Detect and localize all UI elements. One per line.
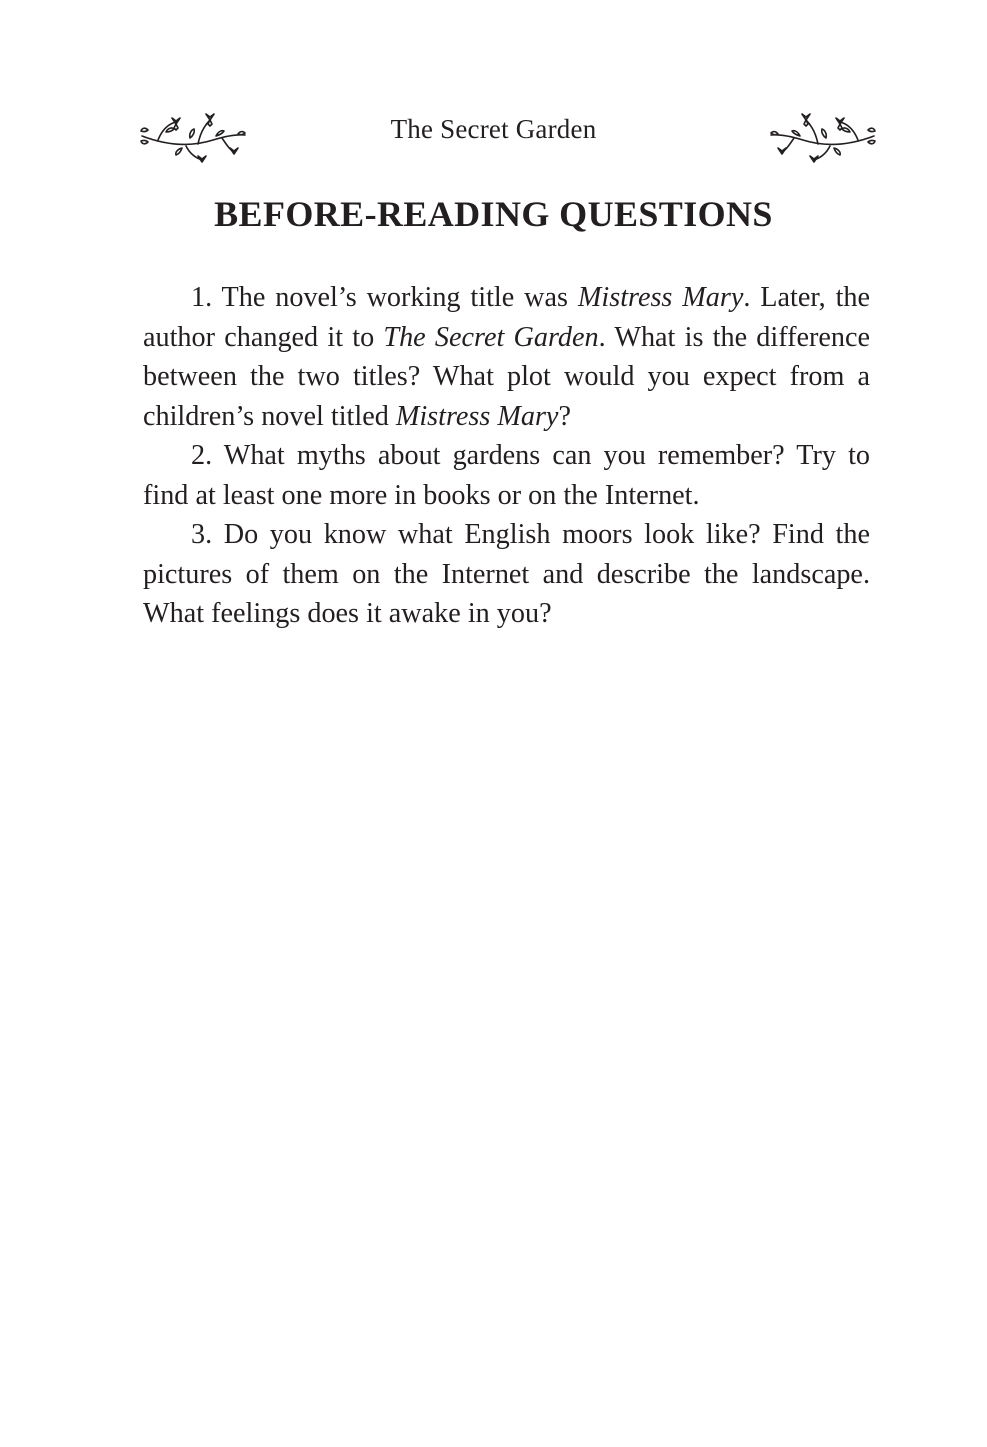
book-title-italic: Mistress Mary: [577, 282, 744, 313]
question-text: . Later, the author changed it to: [143, 282, 871, 353]
question-paragraph: [143, 278, 870, 436]
question-paragraph: [143, 515, 870, 634]
section-heading: BEFORE-READING QUESTIONS: [214, 194, 773, 234]
question-text: 1. The novel’s working title was: [191, 282, 578, 313]
book-title-italic: Mistress Mary: [395, 400, 559, 432]
questions-list: [143, 278, 870, 634]
question-text: 2. What myths about gardens can you remember? Try to find at least one more in books or on the Internet.: [143, 440, 870, 511]
question-text: ?: [558, 400, 571, 432]
running-header: [0, 108, 987, 168]
running-title: The Secret Garden: [390, 114, 597, 144]
book-title-italic: The Secret Garden: [383, 321, 599, 353]
floral-vine-ornament-icon: [768, 108, 878, 166]
question-text: 3. Do you know what English moors look like? Find the pictures of them on the Internet and describe the landscape. What feelings does it awake in you?: [143, 519, 870, 629]
question-text: . What is the difference between the two titles? What plot would you expect from a children’s novel titled: [143, 321, 871, 432]
question-paragraph: [143, 436, 870, 515]
